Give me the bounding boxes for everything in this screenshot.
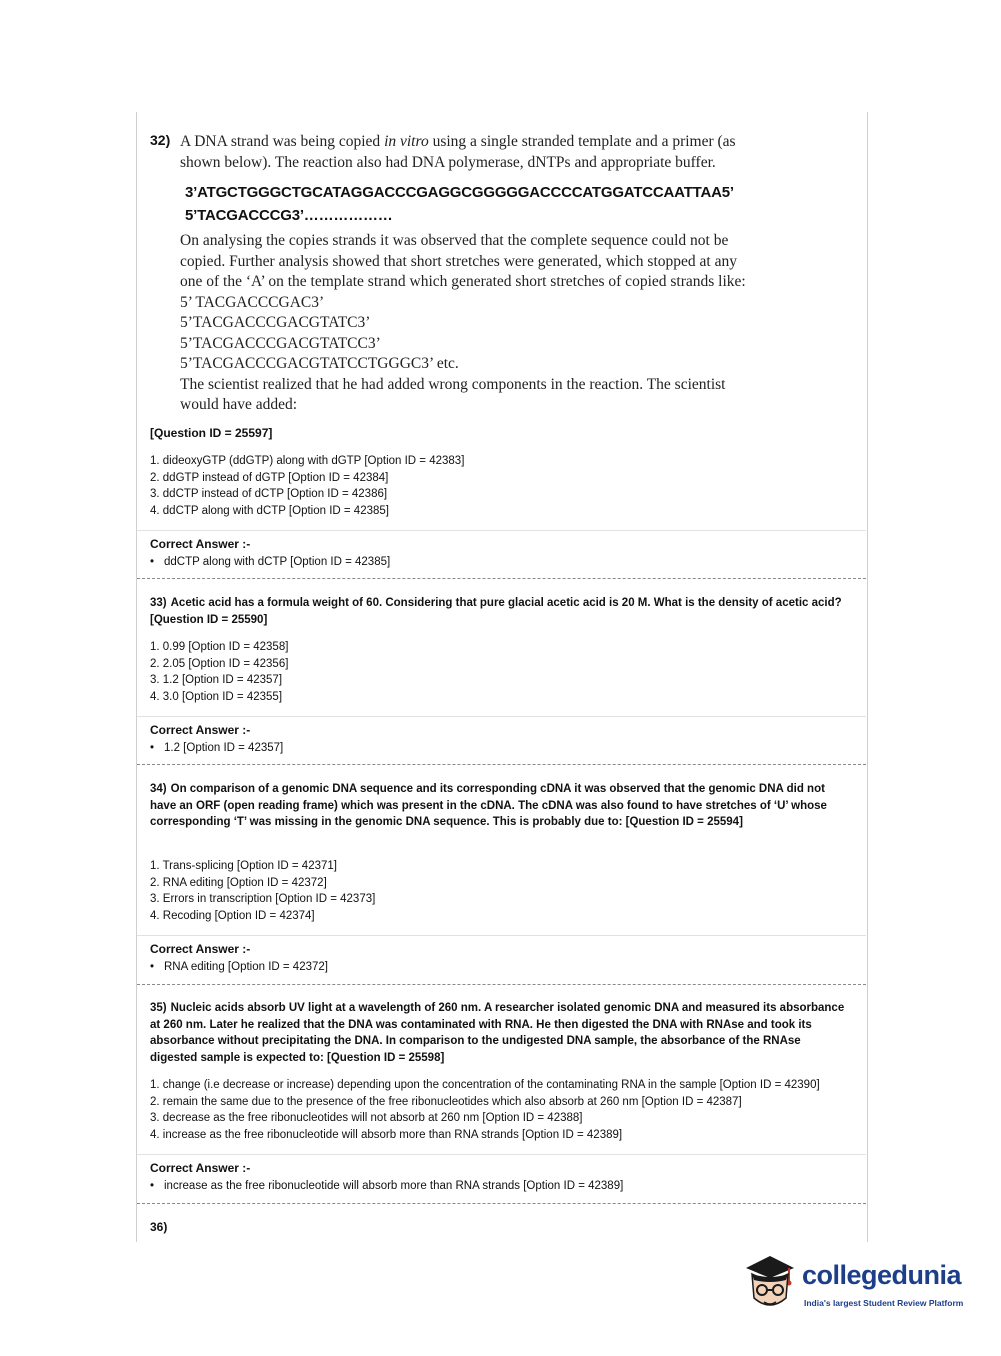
question-number: 35): [150, 1002, 167, 1014]
question-separator: [137, 764, 866, 765]
option: 2. remain the same due to the presence of the free ribonucleotides which also absorb at 260 nm [Option ID = 42387]: [150, 1095, 742, 1108]
logo-tagline: India's largest Student Review Platform: [804, 1298, 964, 1308]
option: 4. increase as the free ribonucleotide will absorb more than RNA strands [Option ID = 42389]: [150, 1128, 623, 1141]
question-number: 34): [150, 783, 167, 795]
question-intro: A DNA strand was being copied in vitro using a single stranded template and a primer (as shown below). The reaction also had DNA polymerase, dNTPs and appropriate buffer.: [180, 133, 736, 171]
question-separator: [137, 578, 866, 579]
question-separator: [137, 1203, 866, 1204]
option: 4. ddCTP along with dCTP [Option ID = 42385]: [150, 504, 389, 517]
divider: [137, 716, 866, 717]
question-body: On analysing the copies strands it was observed that the complete sequence could not be copied. Further analysis showed that short stretches were generated, which stopped at any one of the ‘A’ on the template strand which generated short stretches of copied strands like: 5’ TACGACCCGAC3’ 5’TACGACCCGACGTATC3’ 5’TACGACCCGACGTATCC3’ 5’TACGACCCGACGTATCCTGGGC3’ etc. The scientist realized that he had added wrong components in the reaction. The scientist would have added:: [180, 232, 746, 413]
correct-answer: • increase as the free ribonucleotide will absorb more than RNA strands [Option ID = 42389]: [150, 1180, 624, 1192]
question-separator: [137, 984, 866, 985]
correct-answer-label: Correct Answer :-: [150, 1161, 251, 1175]
option: 3. 1.2 [Option ID = 42357]: [150, 674, 283, 686]
question-text: On comparison of a genomic DNA sequence and its corresponding cDNA it was observed that the genomic DNA did not have an ORF (open reading frame) which was present in the cDNA. The cDNA was also found to have stretches of ‘U’ whose corresponding ‘T’ was missing in the genomic DNA sequence. This is probably due to: [Question ID = 25594]: [150, 783, 827, 828]
question-number: 33): [150, 597, 167, 609]
sequence-block: [185, 181, 850, 227]
divider: [137, 935, 866, 936]
correct-answer: • RNA editing [Option ID = 42372]: [150, 961, 328, 973]
divider: [137, 530, 866, 531]
question-36: 36): [150, 1220, 168, 1234]
option: 1. change (i.e decrease or increase) depending upon the concentration of the contaminating RNA in the sample [Option ID = 42390]: [150, 1079, 820, 1091]
option: 1. dideoxyGTP (ddGTP) along with dGTP [Option ID = 42383]: [150, 455, 465, 467]
option: 2. 2.05 [Option ID = 42356]: [150, 657, 289, 670]
option: 4. Recoding [Option ID = 42374]: [150, 909, 315, 922]
option: 1. Trans-splicing [Option ID = 42371]: [150, 860, 337, 872]
correct-answer: • ddCTP along with dCTP [Option ID = 42385]: [150, 556, 391, 568]
option: 4. 3.0 [Option ID = 42355]: [150, 690, 283, 703]
option: 2. RNA editing [Option ID = 42372]: [150, 876, 327, 889]
mascot-icon: [740, 1250, 802, 1320]
option: 3. Errors in transcription [Option ID = 42373]: [150, 893, 376, 905]
correct-answer: • 1.2 [Option ID = 42357]: [150, 742, 284, 754]
question-34: [150, 781, 846, 831]
option: 1. 0.99 [Option ID = 42358]: [150, 641, 289, 653]
primer-sequence: 5’TACGACCCG3’………………: [185, 207, 393, 224]
question-32: [150, 132, 850, 416]
options-list: [150, 1077, 820, 1143]
correct-answer-label: Correct Answer :-: [150, 723, 251, 737]
option: 3. ddCTP instead of dCTP [Option ID = 42386]: [150, 488, 388, 500]
question-text: Acetic acid has a formula weight of 60. Considering that pure glacial acetic acid is 20 M. What is the density of acetic acid? [Question ID = 25590]: [150, 597, 842, 626]
question-33: [150, 595, 846, 628]
divider: [137, 1154, 866, 1155]
options-list: [150, 453, 464, 519]
options-list: [150, 639, 288, 705]
question-35: [150, 1000, 846, 1066]
correct-answer-label: Correct Answer :-: [150, 942, 251, 956]
logo-wordmark: collegedunia: [802, 1260, 962, 1290]
options-list: [150, 858, 375, 924]
option: 3. decrease as the free ribonucleotides will not absorb at 260 nm [Option ID = 42388]: [150, 1112, 583, 1124]
correct-answer-label: Correct Answer :-: [150, 537, 251, 551]
collegedunia-logo: [740, 1250, 970, 1320]
question-number: 32): [150, 132, 171, 148]
template-sequence: 3’ATGCTGGGCTGCATAGGACCCGAGGCGGGGGACCCCATGGATCCAATTAA5’: [185, 184, 734, 201]
option: 2. ddGTP instead of dGTP [Option ID = 42384]: [150, 471, 389, 484]
question-id: [Question ID = 25597]: [150, 426, 273, 440]
question-text: Nucleic acids absorb UV light at a wavelength of 260 nm. A researcher isolated genomic DNA and measured its absorbance at 260 nm. Later he realized that the DNA was contaminated with RNA. He then digested the DNA with RNAse and took its absorbance without precipitating the DNA. In comparison to the undigested DNA sample, the absorbance of the RNAse digested sample is expected to: [Question ID = 25598]: [150, 1002, 845, 1064]
